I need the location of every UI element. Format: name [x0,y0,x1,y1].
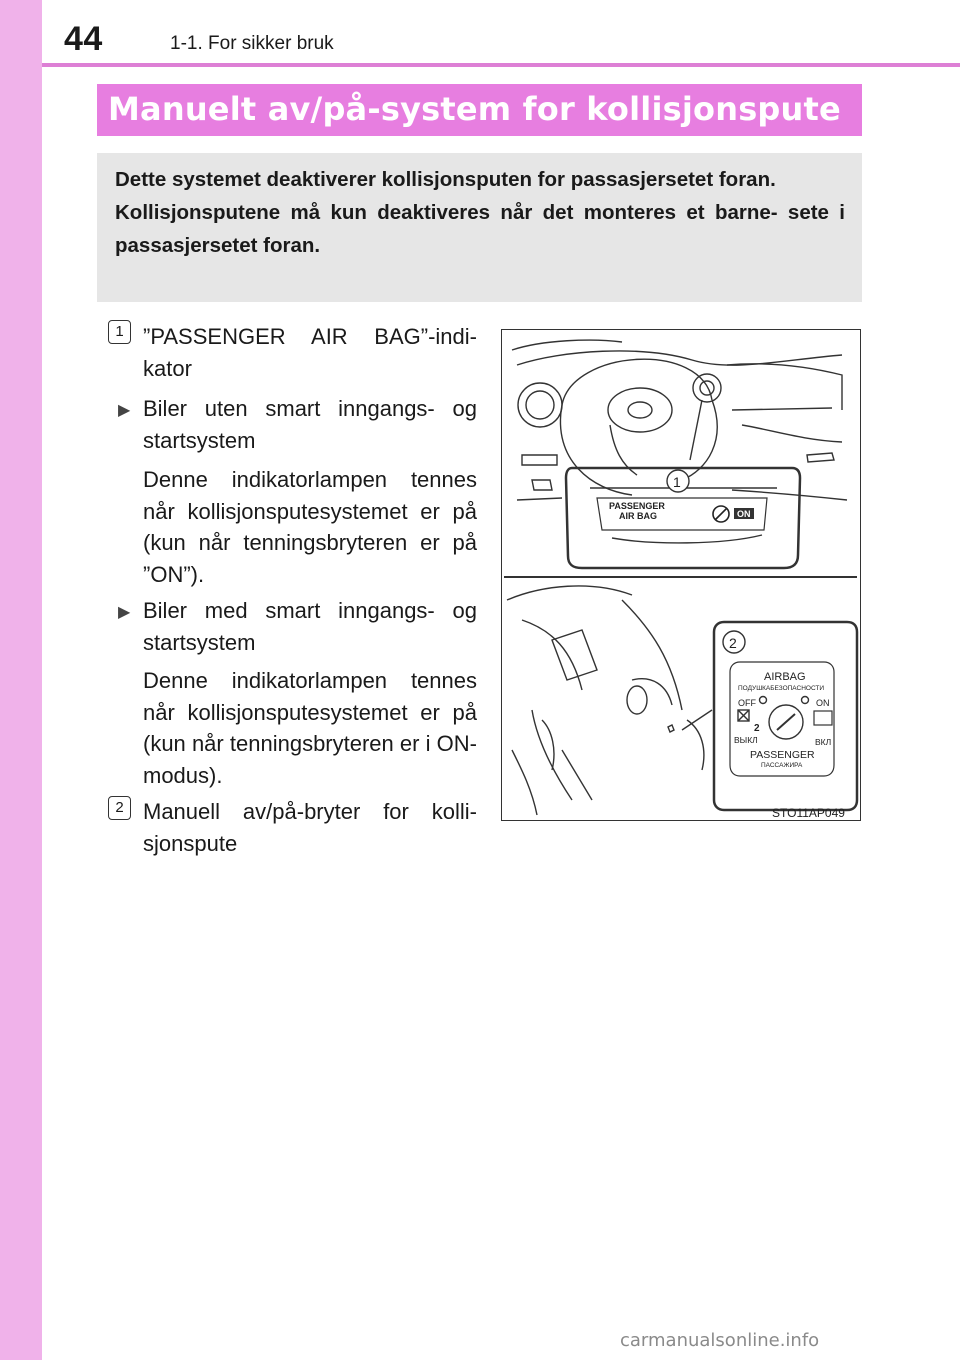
switch-passenger-ru-label: ПАССАЖИРА [761,762,803,769]
header-divider [42,63,960,67]
indicator-on-badge: ON [737,509,751,519]
airbag-diagram [501,329,861,821]
intro-box [97,153,862,302]
intro-text [115,163,845,262]
variant-2-text: Denne indikatorlampen tennes når kollisjonsputesystemet er på (kun når tenningsbryteren er i ON-modus). [143,668,477,788]
switch-off-ru-label: ВЫКЛ [734,735,758,745]
image-code: STO11AP049 [772,806,845,820]
indicator-label-1: PASSENGER [609,501,665,511]
intro-line-2: Kollisjonsputene må kun deaktiveres når det monteres et barne- sete i passasjersetet foran. [115,201,845,257]
intro-line-1: Dette systemet deaktiverer kollisjonsputen for passasjersetet foran. [115,168,776,191]
side-color-strip [0,0,42,1360]
chapter-title: 1-1. For sikker bruk [170,33,334,54]
section-title: Manuelt av/på-system for kollisjonspute [108,90,841,128]
item-number-badge-1: 1 [108,320,131,344]
callout-1-label: 1 [673,474,681,490]
item-number-badge-2: 2 [108,796,131,820]
bullet-icon: ▶ [118,402,131,419]
switch-off-label: OFF [738,698,756,708]
item-2-label: Manuell av/på-bryter for kolli- sjonspute [143,799,477,856]
page-number: 44 [64,20,103,58]
diagram-illustration [502,330,859,819]
switch-on-ru-label: ВКЛ [815,737,832,747]
switch-passenger-label: PASSENGER [750,749,815,761]
section-title-bar [97,84,862,136]
variant-1-text: Denne indikatorlampen tennes når kollisjonsputesystemet er på (kun når tenningsbryteren er på ”ON”). [143,467,477,587]
switch-on-label: ON [816,698,830,708]
bullet-icon: ▶ [118,604,131,621]
callout-2-label: 2 [729,635,737,651]
indicator-label-2: AIR BAG [619,511,657,521]
variant-1-heading: Biler uten smart inngangs- og startsystem [143,396,477,453]
item-1-label: ”PASSENGER AIR BAG”-indi- kator [143,324,477,381]
switch-title: AIRBAG [764,671,806,683]
watermark: carmanualsonline.info [620,1330,820,1351]
seat-number: 2 [754,723,760,734]
variant-2-heading: Biler med smart inngangs- og startsystem [143,598,477,655]
page-header [42,0,960,62]
switch-title-ru: ПОДУШКАБЕЗОПАСНОСТИ [738,685,825,692]
